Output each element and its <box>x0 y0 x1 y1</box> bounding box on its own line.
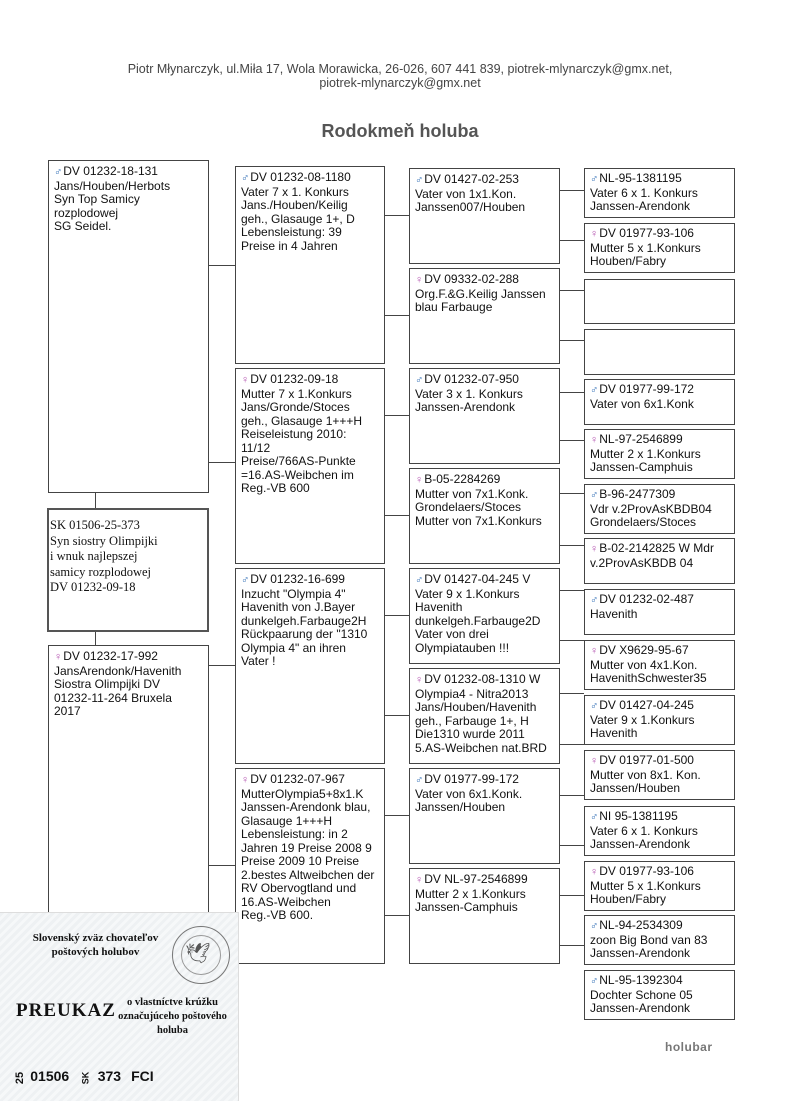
pigeon-detail: Janssen-Arendonk <box>590 199 691 213</box>
connector <box>385 715 409 716</box>
page-title: Rodokmeň holuba <box>321 121 479 141</box>
pigeon-detail: Glasauge 1+++H <box>241 813 333 828</box>
connector <box>385 615 409 616</box>
pigeon-detail: Mutter 2 x 1.Konkurs <box>415 886 526 901</box>
pigeon-detail: geh., Glasauge 1+, D <box>241 211 355 226</box>
female-icon: ♀ <box>241 774 250 786</box>
pigeon-detail: Vdr v.2ProvAsKBDB04 <box>590 501 712 516</box>
pigeon-ring-id: DV 01977-01-500 <box>599 753 694 767</box>
male-icon: ♂ <box>590 811 599 823</box>
male-icon: ♂ <box>590 700 599 712</box>
pigeon-detail: Havenith von J.Bayer <box>241 600 356 614</box>
pigeon-detail: dunkelgeh.Farbauge2H <box>241 613 367 628</box>
pigeon-detail: Grondelaers/Stoces <box>415 500 522 514</box>
pigeon-detail: Mutter von 7x1.Konkurs <box>415 513 542 528</box>
pigeon-ring-id: DV 01977-93-106 <box>599 864 694 878</box>
female-icon: ♀ <box>415 274 424 286</box>
pigeon-ring-id: DV 01232-09-18 <box>250 372 339 386</box>
gen4-box-2 <box>584 223 735 273</box>
gen4-box-4-empty <box>584 329 735 375</box>
pigeon-ring-id: NI 95-1381195 <box>599 809 678 823</box>
pigeon-ring-id: DV X9629-95-67 <box>599 643 689 657</box>
pigeon-detail: 5.AS-Weibchen nat.BRD <box>415 740 547 755</box>
pigeon-detail: Vater 9 x 1.Konkurs <box>415 586 520 601</box>
connector <box>95 632 96 645</box>
pigeon-detail: Mutter von 4x1.Kon. <box>590 657 698 672</box>
pigeon-detail: Jans/Gronde/Stoces <box>241 400 350 414</box>
pigeon-detail: Olympiatauben !!! <box>415 640 510 655</box>
pigeon-detail: Vater 7 x 1. Konkurs <box>241 184 349 199</box>
pigeon-detail: Vater 6 x 1. Konkurs <box>590 823 698 838</box>
female-icon: ♀ <box>590 543 599 555</box>
gen3-box-2 <box>409 268 560 364</box>
connector <box>209 462 235 463</box>
pigeon-ring-id: DV 01427-02-253 <box>424 172 519 186</box>
union-seal-icon: 🕊 <box>172 926 230 984</box>
gen4-box-8 <box>584 538 735 584</box>
pigeon-detail: Havenith <box>590 726 638 740</box>
gen2-box-2 <box>235 368 385 564</box>
pigeon-detail: 2.bestes Altweibchen der <box>241 867 375 882</box>
subject-detail: i wnuk najlepszej <box>50 549 138 563</box>
connector <box>560 945 584 946</box>
gen4-box-16 <box>584 970 735 1020</box>
pigeon-ring-id: DV 01232-08-1180 <box>250 170 351 184</box>
pigeon-detail: Vater ! <box>241 654 276 668</box>
ownership-card <box>0 912 239 1101</box>
pigeon-ring-id: DV 01977-99-172 <box>599 382 694 396</box>
gen3-box-6 <box>409 668 560 764</box>
pigeon-ring-id: NL-95-1381195 <box>599 171 682 185</box>
female-icon: ♀ <box>590 434 599 446</box>
ring-number: 01506 <box>30 1068 70 1084</box>
male-icon: ♂ <box>590 173 599 185</box>
gen4-box-6 <box>584 429 735 479</box>
pigeon-detail: Vater 3 x 1. Konkurs <box>415 386 523 401</box>
connector <box>385 315 409 316</box>
male-icon: ♂ <box>415 174 424 186</box>
gen1-dam-box <box>48 645 209 925</box>
card-union-name: Slovenský zväz chovateľov poštových holubov <box>32 932 159 958</box>
connector <box>209 665 235 666</box>
male-icon: ♂ <box>415 774 424 786</box>
pigeon-detail: rozplodowej <box>54 205 119 220</box>
pigeon-detail: Olympia4 - Nitra2013 <box>415 686 529 701</box>
pigeon-detail: 01232-11-264 Bruxela <box>54 690 172 705</box>
pigeon-detail: Janssen-Camphuis <box>590 460 693 474</box>
pigeon-detail: Janssen007/Houben <box>415 200 526 214</box>
male-icon: ♂ <box>590 975 599 987</box>
female-icon: ♀ <box>54 651 63 663</box>
pigeon-detail: Janssen-Arendonk blau, <box>241 800 371 814</box>
pigeon-detail: Janssen-Camphuis <box>415 900 518 914</box>
gen4-box-11 <box>584 695 735 745</box>
pigeon-detail: Reg.-VB 600 <box>241 481 310 495</box>
pigeon-detail: Janssen-Arendonk <box>590 946 691 960</box>
connector <box>385 215 409 216</box>
connector <box>385 915 409 916</box>
pigeon-detail: Rückpaarung der "1310 <box>241 627 368 641</box>
pigeon-ring-id: DV NL-97-2546899 <box>424 872 528 886</box>
pigeon-detail: Mutter von 8x1. Kon. <box>590 767 701 782</box>
pigeon-ring-id: DV 01232-08-1310 W <box>424 672 541 686</box>
pigeon-detail: JansArendonk/Havenith <box>54 663 182 678</box>
gen4-box-3-empty <box>584 279 735 324</box>
pigeon-ring-id: DV 01977-99-172 <box>424 772 519 786</box>
pigeon-detail: dunkelgeh.Farbauge2D <box>415 613 541 628</box>
card-ring-number <box>14 1068 164 1084</box>
pigeon-detail: Vater von 1x1.Kon. <box>415 186 517 201</box>
pigeon-detail: Vater 6 x 1. Konkurs <box>590 185 698 200</box>
pigeon-detail: zoon Big Bond van 83 <box>590 932 708 947</box>
pigeon-ring-id: NL-95-1392304 <box>599 973 683 987</box>
pigeon-detail: Lebensleistung: 39 <box>241 225 342 239</box>
pigeon-ring-id: NL-97-2546899 <box>599 432 683 446</box>
card-title: PREUKAZ <box>16 1000 116 1021</box>
connector <box>209 265 235 266</box>
female-icon: ♀ <box>415 474 424 486</box>
connector <box>560 340 584 341</box>
male-icon: ♂ <box>241 172 250 184</box>
gen3-box-4 <box>409 468 560 564</box>
gen4-box-5 <box>584 379 735 425</box>
male-icon: ♂ <box>590 594 599 606</box>
gen4-box-12 <box>584 750 735 800</box>
pigeon-detail: Grondelaers/Stoces <box>590 515 697 529</box>
pigeon-detail: 2017 <box>54 704 81 718</box>
pigeon-detail: Inzucht "Olympia 4" <box>241 586 346 601</box>
connector <box>560 640 584 641</box>
ring-org: FCI <box>131 1068 154 1084</box>
male-icon: ♂ <box>590 489 599 501</box>
female-icon: ♀ <box>590 755 599 767</box>
connector <box>560 440 584 441</box>
ring-year: 25 <box>14 1071 27 1085</box>
breeder-contact-line-1: Piotr Młynarczyk, ul.Miła 17, Wola Morawicka, 26-026, 607 441 839, piotrek-mlynarczyk@gmx.net, <box>127 62 673 76</box>
pigeon-ring-id: DV 01427-04-245 V <box>424 572 531 586</box>
pigeon-detail: v.2ProvAsKBDB 04 <box>590 555 694 570</box>
ring-serial: 373 <box>97 1068 122 1084</box>
pigeon-detail: Janssen-Arendonk <box>415 400 516 414</box>
connector <box>560 845 584 846</box>
pigeon-ring-id: B-02-2142825 W Mdr <box>599 541 714 555</box>
pigeon-ring-id: NL-94-2534309 <box>599 918 683 932</box>
connector <box>385 415 409 416</box>
pigeon-detail: 11/12 <box>241 440 271 455</box>
pigeon-detail: MutterOlympia5+8x1.K <box>241 786 364 801</box>
pigeon-detail: Janssen/Houben <box>415 800 506 814</box>
connector <box>560 493 584 494</box>
female-icon: ♀ <box>415 674 424 686</box>
pigeon-detail: Mutter 5 x 1.Konkurs <box>590 878 701 893</box>
pigeon-detail: Vater von 6x1.Konk <box>590 396 694 411</box>
pigeon-ring-id: B-96-2477309 <box>599 487 676 501</box>
pigeon-ring-id: DV 01232-18-131 <box>63 164 158 178</box>
gen2-box-1 <box>235 166 385 364</box>
subject-detail: DV 01232-09-18 <box>50 580 136 594</box>
pigeon-detail: Vater 9 x 1.Konkurs <box>590 712 695 727</box>
pigeon-detail: Janssen-Arendonk <box>590 837 691 851</box>
subject-detail: Syn siostry Olimpijki <box>50 533 158 548</box>
pigeon-ring-id: DV 01232-02-487 <box>599 592 694 606</box>
gen4-box-7 <box>584 484 735 534</box>
pigeon-detail: Jahren 19 Preise 2008 9 <box>241 840 372 855</box>
pigeon-detail: HavenithSchwester35 <box>590 671 707 685</box>
gen2-box-4 <box>235 768 385 964</box>
pigeon-detail: Reg.-VB 600. <box>241 908 314 922</box>
connector <box>95 493 96 508</box>
gen4-box-15 <box>584 915 735 965</box>
gen1-sire-box <box>48 160 209 493</box>
connector <box>209 865 235 866</box>
female-icon: ♀ <box>590 645 599 657</box>
pigeon-detail: Jans/Houben/Herbots <box>54 178 171 193</box>
subject-pigeon-box <box>47 508 209 632</box>
gen4-box-10 <box>584 640 735 690</box>
connector <box>385 815 409 816</box>
connector <box>560 392 584 393</box>
connector <box>560 190 584 191</box>
pigeon-detail: Mutter von 7x1.Konk. <box>415 486 529 501</box>
male-icon: ♂ <box>590 920 599 932</box>
connector <box>560 290 584 291</box>
gen3-box-5 <box>409 568 560 664</box>
pigeon-detail: Havenith <box>415 600 463 614</box>
male-icon: ♂ <box>241 574 250 586</box>
pigeon-detail: SG Seidel. <box>54 219 112 233</box>
pigeon-detail: Preise/766AS-Punkte <box>241 454 356 468</box>
pigeon-detail: Janssen-Arendonk <box>590 1001 691 1015</box>
ring-country: SK <box>80 1071 91 1085</box>
connector <box>560 744 584 745</box>
pigeon-ring-id: DV 01232-17-992 <box>63 649 158 663</box>
pigeon-detail: Die1310 wurde 2011 <box>415 727 525 741</box>
pigeon-detail: Syn Top Samicy <box>54 192 140 206</box>
pigeon-detail: Olympia 4" an ihren <box>241 640 346 655</box>
pigeon-detail: =16.AS-Weibchen im <box>241 467 354 482</box>
card-description: o vlastníctve krúžku označujúceho poštového holuba <box>118 997 227 1036</box>
female-icon: ♀ <box>415 874 424 886</box>
pigeon-detail: blau Farbauge <box>415 300 493 314</box>
connector <box>560 795 584 796</box>
male-icon: ♂ <box>415 574 424 586</box>
pigeon-ring-id: DV 09332-02-288 <box>424 272 519 286</box>
pigeon-detail: Preise 2009 10 Preise <box>241 854 360 868</box>
pigeon-detail: Houben/Fabry <box>590 892 667 906</box>
connector <box>560 240 584 241</box>
subject-detail: samicy rozplodowej <box>50 564 152 579</box>
pigeon-detail: Vater von 6x1.Konk. <box>415 786 523 801</box>
gen2-box-3 <box>235 568 385 764</box>
pigeon-detail: geh., Farbauge 1+, H <box>415 713 529 728</box>
pigeon-detail: Janssen/Houben <box>590 781 681 795</box>
pigeon-detail: RV Obervogtland und <box>241 881 357 895</box>
connector <box>560 895 584 896</box>
gen4-box-9 <box>584 589 735 635</box>
pigeon-detail: Vater von drei <box>415 627 489 641</box>
pigeon-detail: Reiseleistung 2010: <box>241 427 347 441</box>
pigeon-detail: Dochter Schone 05 <box>590 987 693 1002</box>
pigeon-detail: 16.AS-Weibchen <box>241 894 331 909</box>
pigeon-detail: Jans/Houben/Havenith <box>415 700 537 714</box>
pigeon-detail: Havenith <box>590 606 638 621</box>
breeder-contact-line-2: piotrek-mlynarczyk@gmx.net <box>319 76 481 90</box>
subject-ring-id: SK 01506-25-373 <box>50 518 140 532</box>
male-icon: ♂ <box>590 384 599 396</box>
male-icon: ♂ <box>415 374 424 386</box>
brand-logo: holubar <box>665 1040 713 1054</box>
pigeon-detail: Org.F.&G.Keilig Janssen <box>415 286 546 301</box>
gen3-box-8 <box>409 868 560 964</box>
gen4-box-14 <box>584 861 735 911</box>
female-icon: ♀ <box>590 228 599 240</box>
gen4-box-1 <box>584 168 735 218</box>
connector <box>560 590 584 591</box>
pigeon-detail: Houben/Fabry <box>590 254 667 268</box>
gen4-box-13 <box>584 806 735 856</box>
female-icon: ♀ <box>590 866 599 878</box>
pigeon-ring-id: DV 01232-16-699 <box>250 572 345 586</box>
male-icon: ♂ <box>54 166 63 178</box>
pigeon-detail: Jans./Houben/Keilig <box>241 198 348 212</box>
female-icon: ♀ <box>241 374 250 386</box>
connector <box>385 515 409 516</box>
gen3-box-7 <box>409 768 560 864</box>
pigeon-detail: Mutter 5 x 1.Konkurs <box>590 240 701 255</box>
pigeon-detail: Mutter 2 x 1.Konkurs <box>590 446 701 461</box>
pigeon-detail: geh., Glasauge 1+++H <box>241 413 363 428</box>
pigeon-detail: Preise in 4 Jahren <box>241 238 338 253</box>
connector <box>560 545 584 546</box>
pigeon-detail: Mutter 7 x 1.Konkurs <box>241 386 352 401</box>
pigeon-ring-id: DV 01232-07-950 <box>424 372 519 386</box>
gen3-box-3 <box>409 368 560 464</box>
pigeon-ring-id: DV 01427-04-245 <box>599 698 694 712</box>
pigeon-ring-id: DV 01232-07-967 <box>250 772 345 786</box>
connector <box>560 693 584 694</box>
pigeon-ring-id: DV 01977-93-106 <box>599 226 694 240</box>
pigeon-ring-id: B-05-2284269 <box>424 472 501 486</box>
pigeon-detail: Siostra Olimpijki DV <box>54 677 161 691</box>
pigeon-detail: Lebensleistung: in 2 <box>241 827 348 841</box>
gen3-box-1 <box>409 168 560 264</box>
